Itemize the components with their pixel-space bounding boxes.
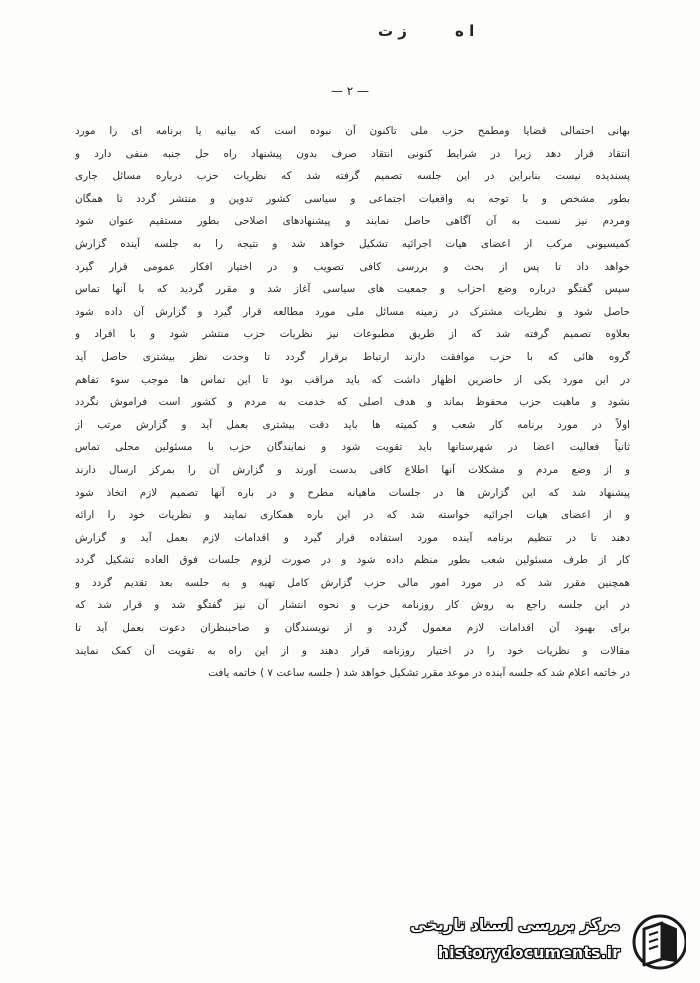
body-line: انتقاد قرار دهد زیرا در شرایط کنونی انتقاد صرف بدون پیشنهاد راه حل جنبه منفی دارد و <box>75 147 630 160</box>
body-line: کار از طرف مسئولین شعب بطور منظم داده شود و در صورت لزوم جلسات فوق العاده تشکیل گردد <box>75 554 630 567</box>
page-number: — ۲ — <box>330 84 370 98</box>
header-mark-left: ز ت <box>378 22 407 40</box>
body-line: مقالات و نظریات خود را در اختیار روزنامه قرار دهند و از این راه به تقویت آن کمک نمایند <box>75 644 630 657</box>
body-line: دهند تا در تنظیم برنامه آینده مورد استفاده قرار گیرد و اقدامات لازم بعمل آید و گزارش <box>75 531 630 544</box>
body-line: بعلاوه تصمیم گرفته شد که از طریق مطبوعات نیز نظریات حزب منتشر شود و با افراد و <box>75 328 630 341</box>
body-line: در این جلسه راجع به روش کار روزنامه حزب و نحوه انتشار آن نیز گفتگو شد و قرار شد که <box>75 599 630 612</box>
body-line: در خاتمه اعلام شد که جلسه آینده در موعد مقرر تشکیل خواهد شد ( جلسه ساعت ۷ ) خاتمه یافت <box>208 667 630 680</box>
archive-book-logo-icon <box>630 913 686 971</box>
body-line: بهانی احتمالی قضایا ومطمح حزب ملی تاکنون آن نبوده است که بیانیه یا برنامه ای را مورد <box>75 125 630 137</box>
body-line: حاصل شود و نظریات مشترک در زمینه مسائل ملی مورد مطالعه قرار گیرد و گزارش آن داده شود <box>75 305 630 318</box>
body-line: اولاً در مورد برنامه کار شعب و کمیته ها باید دقت بیشتری بعمل آید و گزارش مرتب از <box>75 418 630 431</box>
watermark <box>396 911 686 973</box>
watermark-url: historydocuments.ir <box>437 943 620 962</box>
body-line: نشود و ماهیت حزب محفوظ بماند و هدف اصلی که خدمت به مردم و کشور است فراموش نگردد <box>75 396 630 409</box>
body-line: سپس گفتگو درباره وضع احزاب و جمعیت های سیاسی آغاز شد و مقرر گردید که با آنها تماس <box>75 283 630 296</box>
body-line: ومردم نیز نسبت به آن آگاهی حاصل نمایند و پیشنهادهای اصلاحی بطور مستقیم عنوان شود <box>75 215 630 228</box>
body-line: گروه هائی که با حزب موافقت دارند ارتباط برقرار گردد تا وحدت نظر بیشتری حاصل آید <box>75 350 630 363</box>
body-line: همچنین مقرر شد که در مورد امور مالی حزب گزارش کامل تهیه و به جلسه بعد تقدیم گردد و <box>75 576 630 589</box>
body-line: در این مورد یکی از حاضرین اظهار داشت که باید مراقب بود تا این تماس ها موجب سوء تفاهم <box>75 373 630 386</box>
body-line: خواهد داد تا پس از بحث و بررسی کافی تصویب و در اختیار افکار عمومی قرار گیرد <box>75 260 630 273</box>
body-line: و از اعضای هیات اجرائیه خواسته شد که در این باره همکاری نمایند و نظریات خود را ارائه <box>75 509 630 522</box>
body-line: کمیسیونی مرکب از اعضای هیات اجرائیه تشکیل خواهد شد و نتیجه را به جلسه آینده گزارش <box>75 237 630 250</box>
body-line: برای بهبود آن اقدامات لازم معمول گردد و از نویسندگان و صاحبنظران دعوت بعمل آید تا <box>75 622 630 635</box>
body-line: بطور مشخص و با توجه به واقعیات اجتماعی و سیاسی کشور تدوین و منتشر گردد تا همگان <box>75 192 630 205</box>
body-line: پیشنهاد شد که این گزارش ها در جلسات ماهیانه مطرح و در باره آنها تصمیم لازم اتخاذ شود <box>75 486 630 499</box>
body-line: ثانیاً فعالیت اعضا در شهرستانها باید تقویت شود و نمایندگان حزب با مسئولین محلی تماس <box>75 441 630 454</box>
header-mark-right: ا ه <box>455 22 475 40</box>
watermark-title: مرکز بررسی اسناد تاریخی <box>410 915 620 934</box>
body-line: و از وضع مردم و مشکلات آنها اطلاع کافی بدست آورند و گزارش آن را بمرکز ارسال دارند <box>75 463 630 476</box>
document-body <box>75 120 630 685</box>
body-line: پسندیده نیست بنابراین در این جلسه تصمیم گرفته شد که نظریات حزب درباره مسائل جاری <box>75 170 630 183</box>
